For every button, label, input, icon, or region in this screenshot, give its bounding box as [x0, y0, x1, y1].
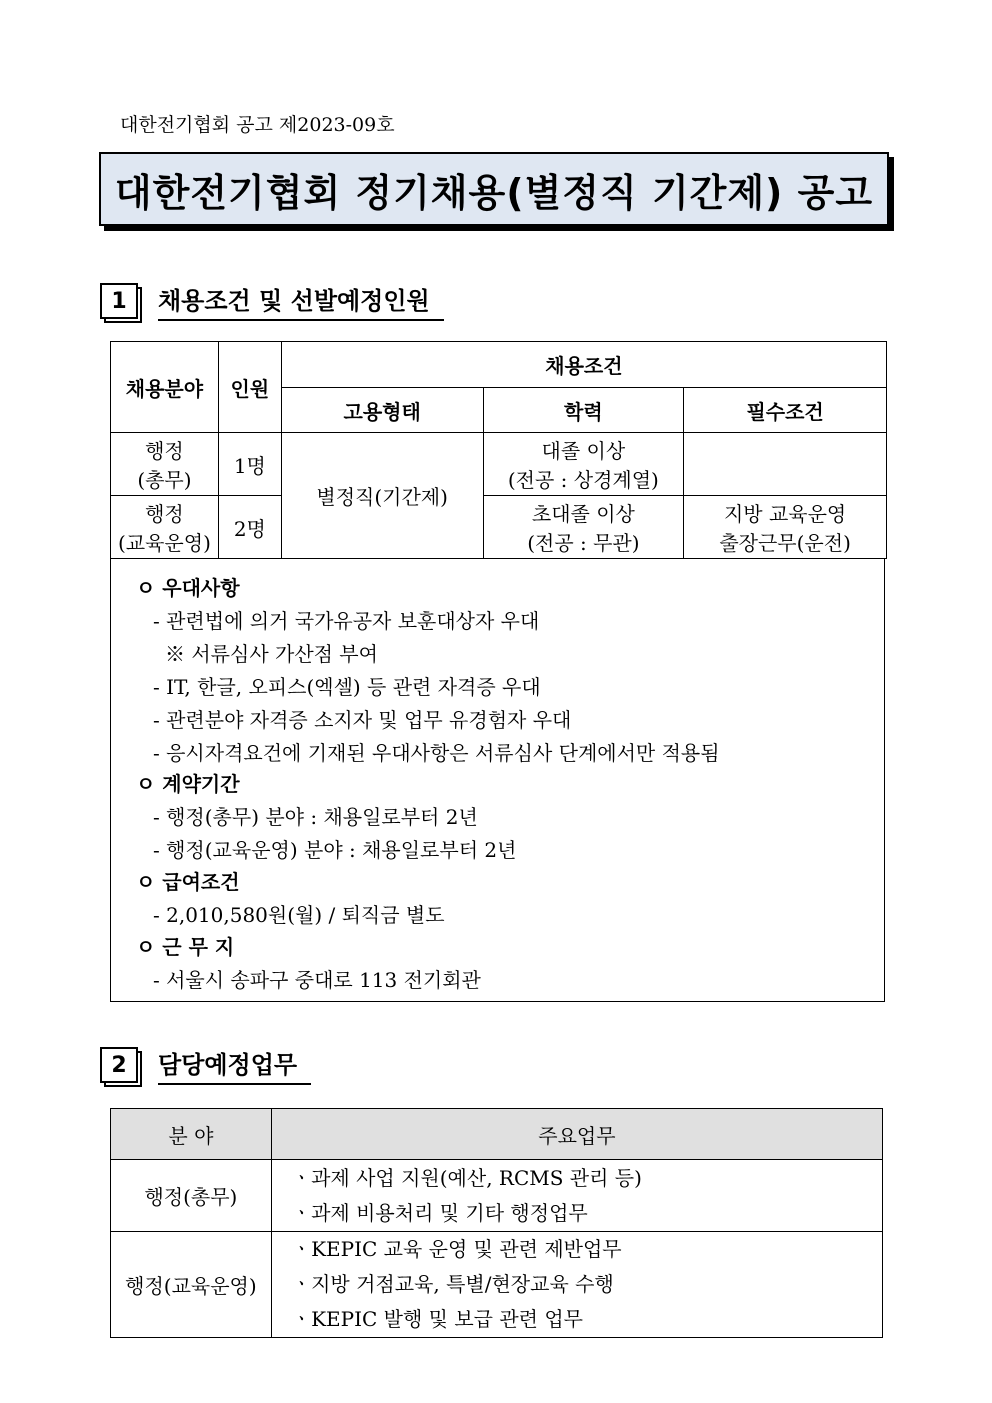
contract-heading: ㅇ 계약기간 [136, 772, 240, 796]
salary-heading: ㅇ 급여조건 [136, 870, 240, 894]
section-title: 채용조건 및 선발예정인원 [158, 283, 444, 321]
education-cell: 대졸 이상 (전공 : 상경계열) [483, 433, 684, 496]
duties-cell [271, 1160, 882, 1232]
header-conditions: 채용조건 [281, 342, 886, 388]
duty-item: ㆍ과제 비용처리 및 기타 행정업무 [291, 1200, 588, 1225]
preference-item: - 관련분야 자격증 소지자 및 업무 유경험자 우대 [153, 708, 572, 732]
page-title: 대한전기협회 정기채용(별정직 기간제) 공고 [114, 170, 874, 215]
required-cell: 지방 교육운영 출장근무(운전) [684, 496, 887, 559]
required-cell [684, 433, 887, 496]
duties-cell [271, 1232, 882, 1338]
conditions-box [110, 558, 885, 1002]
duty-item: ㆍ과제 사업 지원(예산, RCMS 관리 등) [291, 1165, 642, 1190]
preference-item: - IT, 한글, 오피스(엑셀) 등 관련 자격증 우대 [153, 675, 541, 699]
table-row [111, 433, 887, 496]
preference-item: - 응시자격요건에 기재된 우대사항은 서류심사 단계에서만 적용됨 [153, 741, 720, 765]
education-cell: 초대졸 이상 (전공 : 무관) [483, 496, 684, 559]
field-cell: 행정 (총무) [111, 433, 219, 496]
employment-type-cell: 별정직(기간제) [281, 433, 483, 559]
contract-item: - 행정(총무) 분야 : 채용일로부터 2년 [153, 805, 478, 829]
header-field: 채용분야 [111, 342, 219, 433]
title-banner [99, 152, 889, 226]
location-heading: ㅇ 근 무 지 [136, 935, 235, 959]
header-required: 필수조건 [684, 388, 887, 433]
preference-note: ※ 서류심사 가산점 부여 [165, 642, 378, 666]
header-count: 인원 [218, 342, 281, 433]
field-cell: 행정(교육운영) [111, 1232, 272, 1338]
header-field: 분 야 [111, 1109, 272, 1160]
recruitment-table [110, 341, 887, 559]
contract-item: - 행정(교육운영) 분야 : 채용일로부터 2년 [153, 838, 517, 862]
field-cell: 행정(총무) [111, 1160, 272, 1232]
duty-item: ㆍ지방 거점교육, 특별/현장교육 수행 [291, 1272, 614, 1296]
duties-table [110, 1108, 883, 1338]
section-title: 담당예정업무 [158, 1047, 311, 1085]
section-number: 2 [100, 1047, 138, 1083]
header-employment-type: 고용형태 [281, 388, 483, 433]
table-row [111, 1232, 883, 1338]
table-row [111, 496, 887, 559]
title-box [99, 152, 889, 226]
table-row [111, 1160, 883, 1232]
notice-number: 대한전기협회 공고 제2023-09호 [120, 114, 395, 136]
duty-item: ㆍKEPIC 교육 운영 및 관련 제반업무 [291, 1237, 622, 1261]
field-cell: 행정 (교육운영) [111, 496, 219, 559]
count-cell: 2명 [218, 496, 281, 559]
preference-heading: ㅇ 우대사항 [136, 576, 240, 600]
header-duties: 주요업무 [271, 1109, 882, 1160]
section-number: 1 [100, 283, 138, 319]
count-cell: 1명 [218, 433, 281, 496]
preference-item: - 관련법에 의거 국가유공자 보훈대상자 우대 [153, 609, 540, 633]
header-education: 학력 [483, 388, 684, 433]
location-item: - 서울시 송파구 중대로 113 전기회관 [153, 968, 481, 992]
duty-item: ㆍKEPIC 발행 및 보급 관련 업무 [291, 1307, 583, 1331]
salary-item: - 2,010,580원(월) / 퇴직금 별도 [153, 903, 445, 927]
